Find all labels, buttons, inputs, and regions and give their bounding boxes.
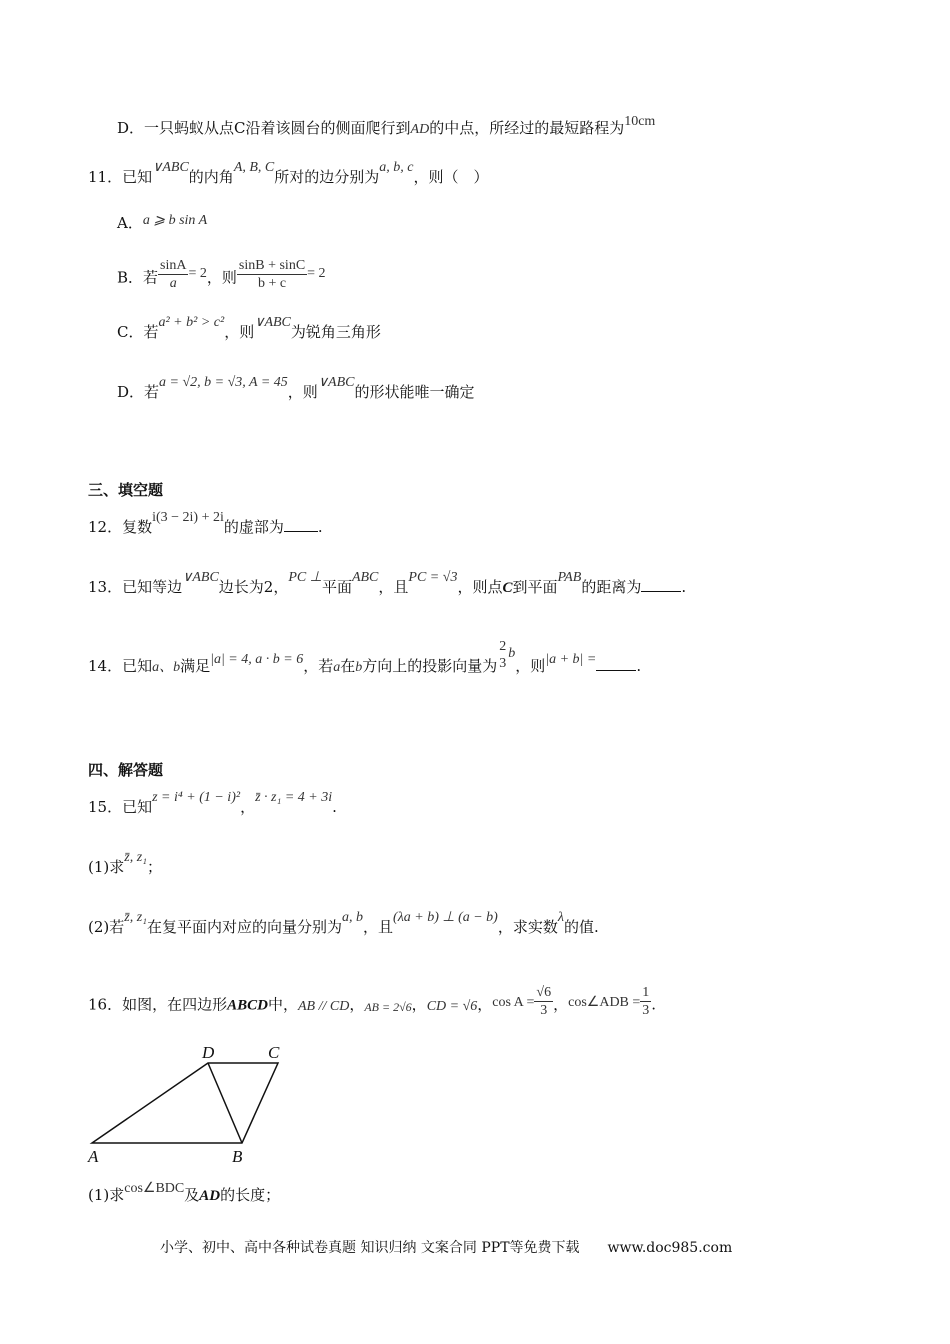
text: 中， bbox=[267, 995, 298, 1014]
question-number: 16．如图，在四边形 bbox=[88, 995, 228, 1014]
text: 的中点，所经过的最短路程为 bbox=[429, 119, 625, 137]
math-abc: ABC bbox=[351, 570, 379, 585]
math-zz: z̄ · z₁ = 4 + 3i bbox=[255, 790, 333, 805]
text: 的内角 bbox=[188, 168, 234, 186]
text: . bbox=[332, 798, 337, 816]
quadrilateral-abcd bbox=[92, 1063, 278, 1143]
math-cd: CD = √6 bbox=[426, 998, 478, 1014]
math-eq: = 2 bbox=[188, 265, 207, 281]
question-16 bbox=[88, 985, 657, 1023]
math-sides: a, b, c bbox=[379, 160, 414, 175]
text: ， bbox=[411, 995, 427, 1014]
math-cosadb: cos∠ADB = bbox=[568, 994, 641, 1010]
fraction-cosadb bbox=[640, 984, 651, 1019]
text: 到平面 bbox=[512, 578, 558, 596]
answer-blank[interactable] bbox=[284, 517, 318, 532]
question-number: 11．已知 bbox=[88, 168, 153, 186]
part-label: (2)若 bbox=[88, 918, 125, 936]
numerator: 1 bbox=[642, 985, 650, 1000]
vector-b: b bbox=[508, 646, 516, 661]
math-ab: a, b bbox=[342, 910, 364, 925]
text: 的长度； bbox=[220, 1186, 281, 1204]
point-c: C bbox=[234, 119, 246, 137]
text: ，则 bbox=[287, 383, 318, 401]
text: ，且 bbox=[378, 578, 409, 596]
question-11-option-d bbox=[117, 375, 475, 404]
label-a: A bbox=[88, 1147, 99, 1166]
denominator: 3 bbox=[642, 1003, 650, 1018]
fraction-two-thirds bbox=[497, 638, 508, 672]
denominator: 3 bbox=[540, 1003, 548, 1018]
math-condition: |a| = 4, a · b = 6 bbox=[210, 652, 304, 667]
text: ，则 bbox=[206, 268, 237, 287]
text: 的形状能唯一确定 bbox=[354, 383, 475, 401]
math-triangle: ∨ABC bbox=[152, 160, 189, 175]
text: 的虚部为 bbox=[223, 518, 284, 536]
segment-ad: AD bbox=[199, 1188, 221, 1204]
text: ，若 bbox=[303, 657, 334, 675]
question-number: 15．已知 bbox=[88, 798, 153, 816]
text: ，且 bbox=[363, 918, 394, 936]
denominator: b + c bbox=[257, 276, 287, 291]
math-expr: z̄, z₁ bbox=[124, 850, 148, 865]
option-label: B．若 bbox=[117, 268, 159, 287]
math-distance: 10cm bbox=[624, 114, 656, 129]
math-a: a bbox=[333, 660, 341, 675]
label-b: B bbox=[232, 1147, 243, 1166]
question-number: 13．已知等边 bbox=[88, 578, 183, 596]
text: 边长为2， bbox=[218, 578, 289, 596]
label-c: C bbox=[268, 1043, 280, 1062]
part-label: (1)求 bbox=[88, 858, 125, 876]
text: ， bbox=[240, 798, 256, 816]
fraction-sinb-sinc bbox=[237, 257, 307, 292]
question-15-part-1 bbox=[88, 850, 163, 879]
text: ， bbox=[553, 995, 569, 1014]
section-fill-in-title: 三、填空题 bbox=[88, 481, 164, 499]
math-triangle: ∨ABC bbox=[182, 570, 219, 585]
question-10-option-d bbox=[117, 114, 656, 140]
question-13 bbox=[88, 570, 687, 599]
question-11-option-a bbox=[117, 213, 207, 235]
question-11-option-b bbox=[117, 258, 326, 296]
page-footer: 小学、初中、高中各种试卷真题 知识归纳 文案合同 PPT等免费下载 www.doc985.com bbox=[160, 1240, 733, 1256]
math-z: z = i⁴ + (1 − i)² bbox=[152, 790, 241, 805]
math-lambda: λ bbox=[557, 910, 564, 925]
numerator: sinA bbox=[160, 258, 187, 273]
numerator: 2 bbox=[499, 639, 507, 654]
math-abs: |a + b| = bbox=[545, 652, 597, 667]
diagonal-db bbox=[208, 1063, 242, 1143]
math-expr: a = √2, b = √3, A = 45 bbox=[159, 375, 288, 390]
text: . bbox=[636, 657, 642, 675]
question-11 bbox=[88, 160, 489, 189]
label-d: D bbox=[202, 1043, 215, 1062]
part-label: (1)求 bbox=[88, 1186, 125, 1204]
point-c: C bbox=[502, 580, 513, 596]
question-16-part-1 bbox=[88, 1181, 281, 1207]
question-number: 12．复数 bbox=[88, 518, 153, 536]
text: 及 bbox=[184, 1186, 200, 1204]
text: ， bbox=[477, 995, 493, 1014]
text: 沿着该圆台的侧面爬行到 bbox=[245, 119, 411, 137]
text: . bbox=[651, 995, 657, 1014]
text: ，则 bbox=[224, 323, 255, 341]
math-condition: (λa + b) ⊥ (a − b) bbox=[393, 910, 498, 925]
question-12 bbox=[88, 510, 323, 539]
math-pc-perp: PC ⊥ bbox=[288, 570, 322, 585]
option-label: A． bbox=[117, 214, 143, 232]
text: 为锐角三角形 bbox=[290, 323, 381, 341]
text: ； bbox=[147, 858, 163, 876]
quad-name: ABCD bbox=[227, 997, 268, 1014]
text: 在复平面内对应的向量分别为 bbox=[147, 918, 343, 936]
text: ，求实数 bbox=[497, 918, 558, 936]
question-number: 14．已知 bbox=[88, 657, 153, 675]
question-11-option-c bbox=[117, 315, 381, 344]
text: 的值. bbox=[563, 918, 599, 936]
math-triangle: ∨ABC bbox=[254, 315, 291, 330]
answer-blank[interactable] bbox=[596, 656, 636, 671]
question-14 bbox=[88, 639, 642, 684]
math-ad: AD bbox=[410, 122, 430, 137]
text: . bbox=[317, 518, 323, 536]
denominator: 3 bbox=[499, 656, 507, 671]
section-solution-title: 四、解答题 bbox=[88, 761, 164, 779]
text: ，则点 bbox=[457, 578, 503, 596]
option-label: D．一只蚂蚁从点 bbox=[117, 119, 235, 137]
text: 在 bbox=[340, 657, 356, 675]
text: ，则 bbox=[515, 657, 546, 675]
math-ab: AB = 2√6 bbox=[364, 999, 412, 1014]
question-15-part-2 bbox=[88, 910, 599, 939]
math-b: b bbox=[355, 660, 363, 675]
numerator: sinB + sinC bbox=[238, 258, 306, 273]
text: 所对的边分别为 bbox=[274, 168, 380, 186]
math-angles: A, B, C bbox=[233, 160, 275, 175]
numerator: √6 bbox=[536, 985, 552, 1000]
math-pab: PAB bbox=[557, 570, 582, 585]
math-ab: a、b bbox=[152, 660, 181, 675]
text: ， bbox=[349, 995, 365, 1014]
text: ，则（ ） bbox=[413, 168, 489, 186]
text: . bbox=[681, 578, 687, 596]
math-triangle: ∨ABC bbox=[317, 375, 355, 390]
math-eq: = 2 bbox=[307, 265, 326, 281]
denominator: a bbox=[169, 276, 177, 291]
fraction-cosa bbox=[534, 984, 553, 1019]
math-expr: a ⩾ b sin A bbox=[142, 213, 208, 228]
math-expr: z̄, z₁ bbox=[124, 910, 148, 925]
fraction-sina-a bbox=[158, 257, 188, 292]
math-parallel: AB // CD bbox=[297, 998, 350, 1014]
option-label: D．若 bbox=[117, 383, 160, 401]
math-pc-eq: PC = √3 bbox=[408, 570, 458, 585]
math-cosa: cos A = bbox=[492, 994, 535, 1010]
question-15 bbox=[88, 790, 337, 819]
text: 满足 bbox=[180, 657, 211, 675]
text: 的距离为 bbox=[581, 578, 642, 596]
quadrilateral-figure bbox=[80, 1040, 310, 1170]
text: 方向上的投影向量为 bbox=[362, 657, 498, 675]
math-expr: cos∠BDC bbox=[124, 1181, 185, 1196]
answer-blank[interactable] bbox=[641, 577, 681, 592]
option-label: C．若 bbox=[117, 323, 159, 341]
math-expr: i(3 − 2i) + 2i bbox=[152, 510, 224, 525]
text: 平面 bbox=[321, 578, 352, 596]
math-expr: a² + b² > c² bbox=[158, 315, 225, 330]
